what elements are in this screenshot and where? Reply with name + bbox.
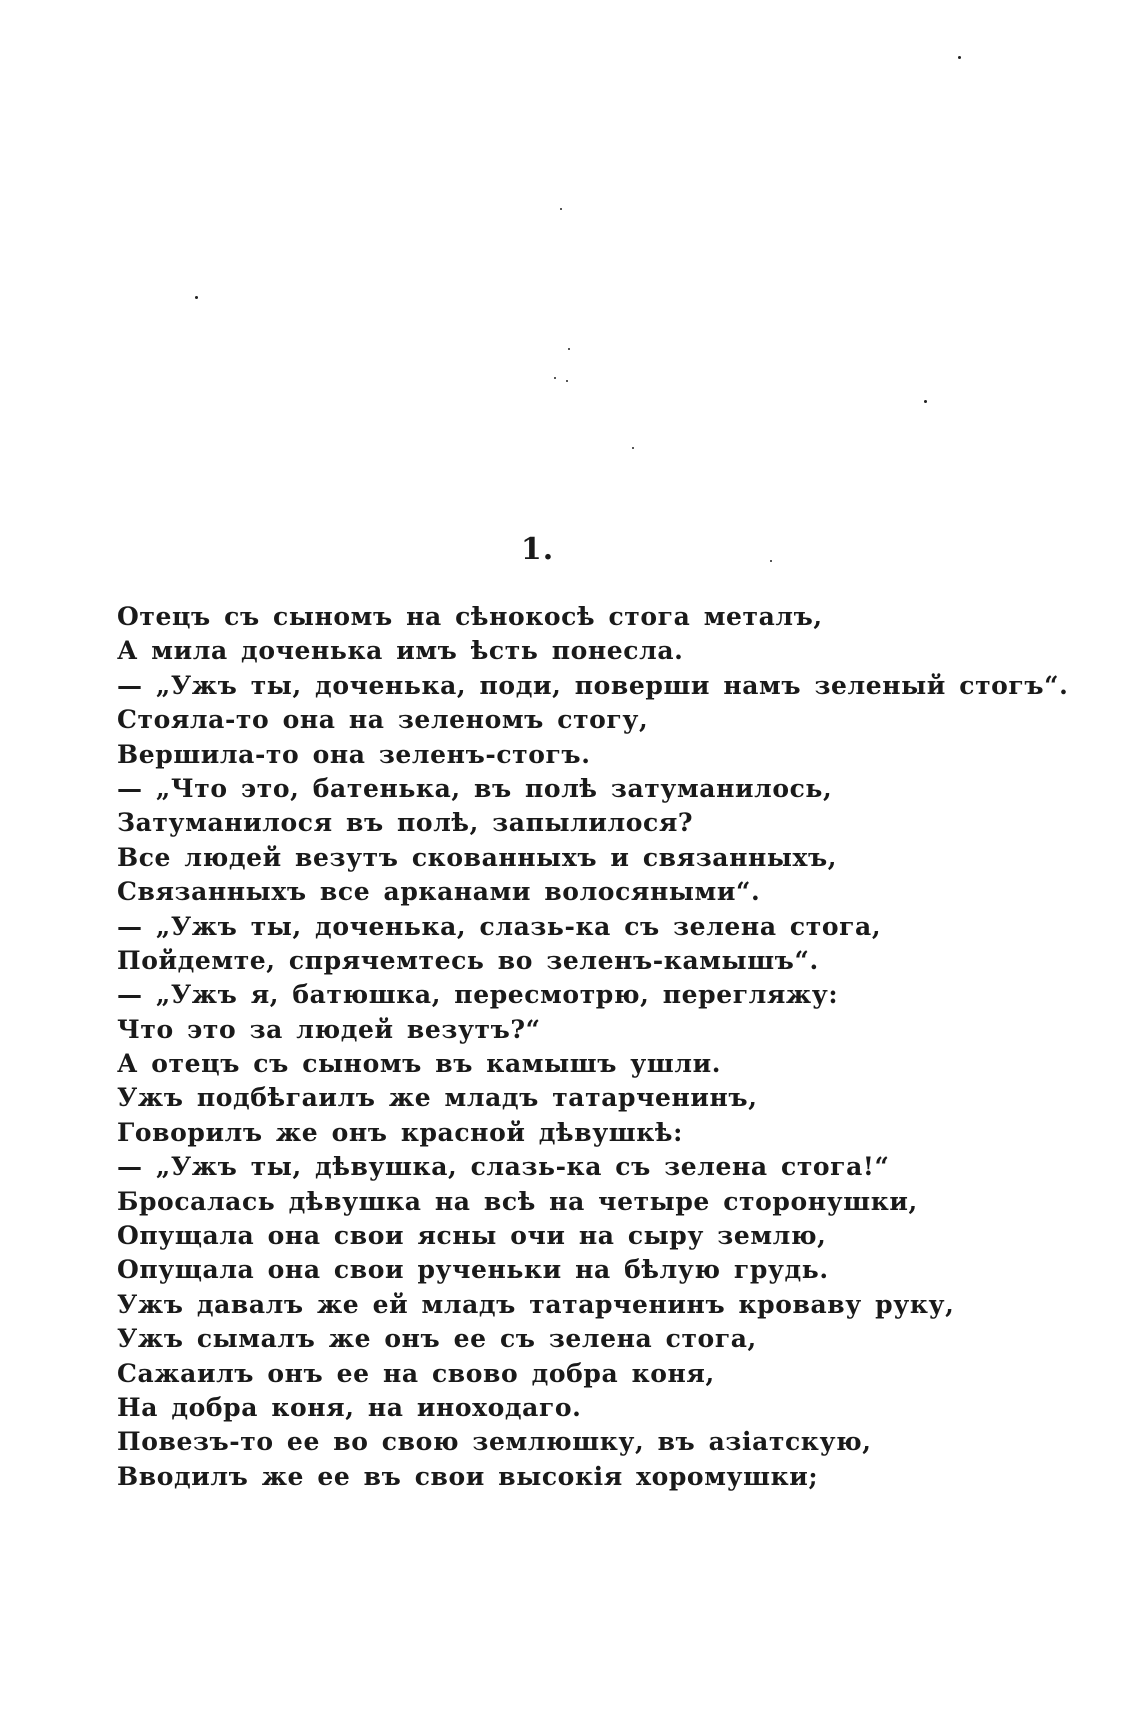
poem-line: Сажаилъ онъ ее на свово добра коня,: [117, 1358, 715, 1388]
poem-line: — „Ужъ ты, доченька, поди, поверши намъ зеленый стогъ“.: [117, 670, 1069, 700]
scan-speck: [568, 348, 570, 350]
poem-line: — „Что это, батенька, въ полѣ затуманилось,: [117, 773, 833, 803]
poem-line: — „Ужъ ты, доченька, слазь-ка съ зелена стога,: [117, 911, 882, 941]
section-number: 1.: [520, 532, 555, 567]
scan-speck: [560, 208, 562, 210]
poem-line: Опущала она свои ясны очи на сыру землю,: [117, 1221, 827, 1251]
scan-speck: [924, 400, 927, 403]
poem-line: А мила доченька имъ ѣсть понесла.: [117, 636, 684, 666]
poem-line: Затуманилося въ полѣ, запылилося?: [117, 808, 694, 838]
poem-line: Стояла-то она на зеленомъ стогу,: [117, 705, 649, 735]
poem-line: Все людей везутъ скованныхъ и связанныхъ,: [117, 842, 838, 872]
poem-line: Ужъ сымалъ же онъ ее съ зелена стога,: [117, 1324, 757, 1354]
poem-line: — „Ужъ я, батюшка, пересмотрю, перегляжу:: [117, 980, 839, 1010]
poem-text: [117, 600, 1117, 1494]
poem-line: Ужъ давалъ же ей младъ татарченинъ кроваву руку,: [117, 1289, 955, 1319]
scan-speck: [566, 380, 568, 382]
scan-speck: [632, 447, 634, 449]
poem-line: Пойдемте, спрячемтесь во зеленъ-камышъ“.: [117, 945, 819, 975]
poem-line: А отецъ съ сыномъ въ камышъ ушли.: [117, 1049, 722, 1079]
scan-speck: [195, 296, 198, 299]
poem-line: На добра коня, на иноходаго.: [117, 1392, 582, 1422]
poem-line: — „Ужъ ты, дѣвушка, слазь-ка съ зелена стога!“: [117, 1152, 890, 1182]
poem-line: Ужъ подбѣгаилъ же младъ татарченинъ,: [117, 1083, 758, 1113]
poem-line: Говорилъ же онъ красной дѣвушкѣ:: [117, 1117, 683, 1147]
poem-line: Связанныхъ все арканами волосяными“.: [117, 877, 761, 907]
poem-line: Отецъ съ сыномъ на сѣнокосѣ стога металъ,: [117, 602, 823, 631]
scan-speck: [554, 377, 556, 379]
poem-line: Вершила-то она зеленъ-стогъ.: [117, 739, 591, 769]
poem-line: Повезъ-то ее во свою землюшку, въ азіатскую,: [117, 1427, 872, 1457]
scan-speck: [958, 56, 961, 59]
poem-line: Что это за людей везутъ?“: [117, 1014, 541, 1044]
poem-line: Опущала она свои рученьки на бѣлую грудь.: [117, 1255, 829, 1285]
poem-line: Бросалась дѣвушка на всѣ на четыре сторонушки,: [117, 1186, 918, 1216]
poem-line: Вводилъ же ее въ свои высокія хоромушки;: [117, 1461, 819, 1491]
